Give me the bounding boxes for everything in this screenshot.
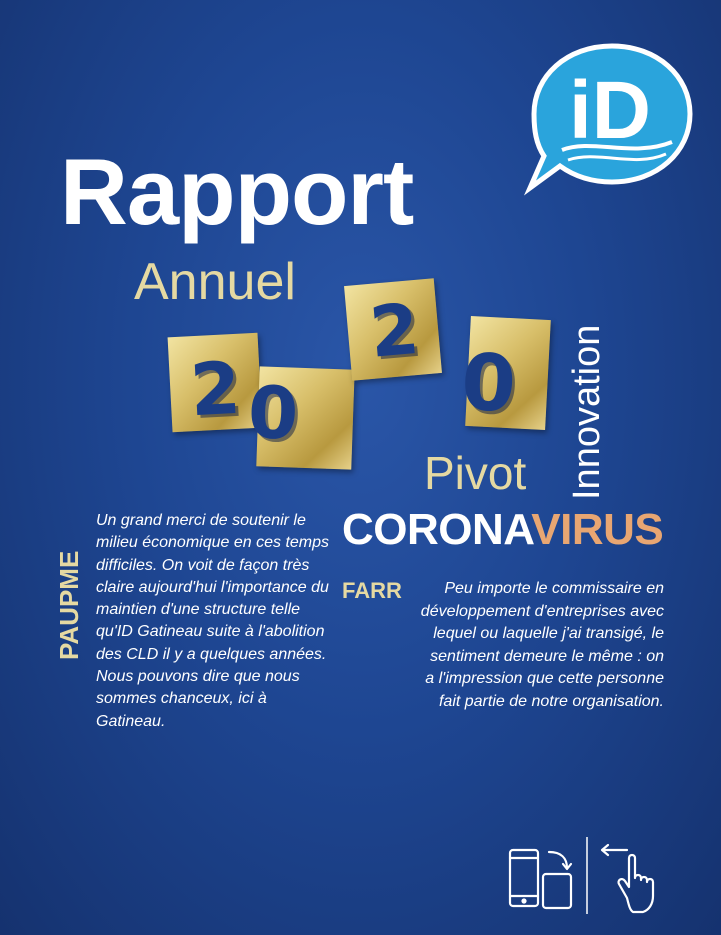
rotate-device-icon[interactable] [510, 850, 571, 908]
keyword-virus: VIRUS [531, 505, 664, 554]
logo-text: iD [569, 65, 651, 156]
testimonial-source-label: PAUPME [54, 550, 84, 660]
navigation-hints [505, 832, 670, 917]
keyword-coronavirus [342, 505, 664, 554]
testimonial-source-farr: FARR [342, 578, 402, 603]
keyword-innovation [548, 300, 608, 500]
swipe-hand-icon[interactable] [602, 845, 653, 912]
testimonial-source-paupme [48, 510, 88, 660]
testimonial-quote-farr: Peu importe le commissaire en développement d'entreprises avec lequel ou laquelle j'ai transigé, le sentiment demeure le même : on a l'impression que cette personne fait partie de notre organisation. [420, 580, 664, 710]
page-title: Rapport [60, 139, 414, 244]
page-subtitle: Annuel [134, 253, 296, 311]
year-digit: 2 [366, 287, 423, 374]
id-gatineau-logo [522, 38, 697, 198]
keyword-innovation-text: Innovation [566, 324, 608, 500]
keyword-pivot: Pivot [424, 447, 527, 499]
keyword-corona: CORONA [342, 505, 532, 554]
year-digit: 2 [188, 345, 243, 433]
year-tile-3 [344, 278, 442, 380]
year-tile-2 [246, 366, 354, 469]
logo-bubble [522, 38, 697, 198]
year-tile-4 [459, 316, 551, 431]
year-digit: 0 [459, 337, 518, 431]
testimonial-quote-paupme: Un grand merci de soutenir le milieu économique en ces temps difficiles. On voit de façon très claire aujourd'hui l'importance du maintien d'une structure telle qu'ID Gatineau suite à l'abolition des CLD il y a quelques années. Nous pouvons dire que nous sommes chanceux, ici à Gatineau. [96, 512, 330, 730]
year-digit: 0 [246, 370, 300, 456]
